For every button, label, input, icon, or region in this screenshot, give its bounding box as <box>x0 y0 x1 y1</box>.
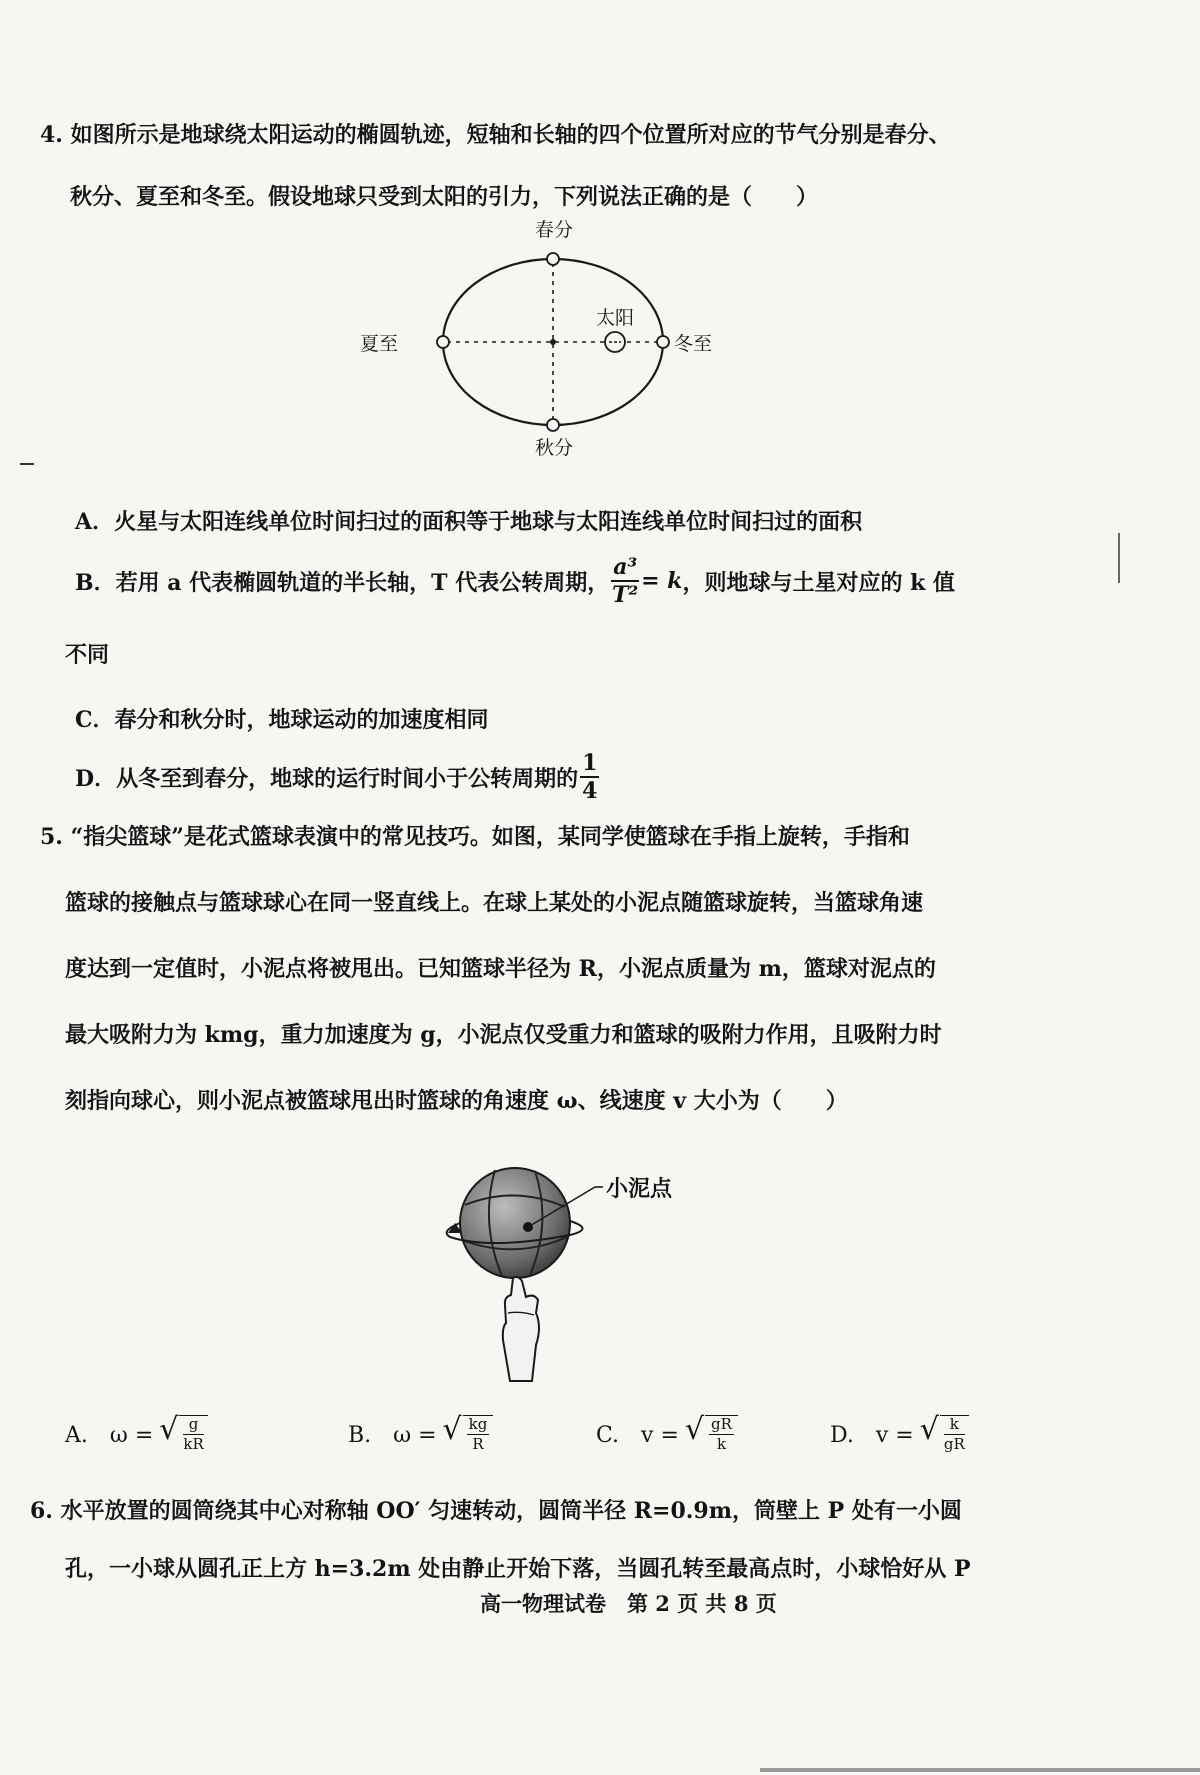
q4-option-b-text: B．若用 a 代表椭圆轨道的半长轴，T 代表公转周期， <box>75 569 610 596</box>
hand-finger <box>503 1277 539 1381</box>
quarter-denominator: 4 <box>582 778 598 804</box>
q5-option-a-sqrt: √ $\frac{g}{kR}$ <box>159 1415 208 1452</box>
q4-option-a: A．火星与太阳连线单位时间扫过的面积等于地球与太阳连线单位时间扫过的面积 <box>75 509 863 535</box>
q5-option-b-den: R <box>472 1435 484 1453</box>
q5-option-b <box>348 1412 493 1453</box>
earth-position-winter <box>657 336 669 348</box>
q4-option-b-tail: ，则地球与土星对应的 k 值 <box>682 569 955 596</box>
scan-edge-bottom <box>760 1768 1200 1772</box>
q5-stem-line4: 最大吸附力为 kmg，重力加速度为 g，小泥点仅受重力和篮球的吸附力作用，且吸附力时 <box>65 1022 942 1048</box>
kepler-numerator: a³ <box>613 554 638 580</box>
q5-option-b-sqrt: √ $\frac{kg}{R}$ <box>443 1415 494 1452</box>
q5-option-c <box>596 1412 738 1453</box>
orbit-diagram <box>390 225 720 460</box>
q5-option-d-den: gR <box>943 1435 965 1453</box>
q5-stem-line2: 篮球的接触点与篮球球心在同一竖直线上。在球上某处的小泥点随篮球旋转，当篮球角速 <box>65 890 924 916</box>
q4-stem-line2: 秋分、夏至和冬至。假设地球只受到太阳的引力，下列说法正确的是（ ） <box>70 184 819 210</box>
q4-option-c: C．春分和秋分时，地球运动的加速度相同 <box>75 707 489 733</box>
label-winter-solstice: 冬至 <box>674 333 713 355</box>
q5-option-a-label: A. ω = <box>65 1423 154 1448</box>
q4-option-d <box>75 752 601 802</box>
earth-position-spring <box>547 253 559 265</box>
q5-option-b-label: B. ω = <box>348 1423 437 1448</box>
label-spring-equinox: 春分 <box>535 219 574 241</box>
page-footer: 高一物理试卷 第 2 页 共 8 页 <box>480 1591 777 1616</box>
q5-option-d-num: k <box>944 1417 965 1435</box>
q5-option-c-label: C. v = <box>596 1423 679 1448</box>
q4-option-d-text: D．从冬至到春分，地球的运行时间小于公转周期的 <box>75 765 579 792</box>
kepler-equals-k: = k <box>641 568 683 594</box>
q5-option-c-den: k <box>716 1435 727 1453</box>
label-summer-solstice: 夏至 <box>360 333 399 355</box>
q5-option-a-num: g <box>183 1417 203 1435</box>
label-mud-spot: 小泥点 <box>606 1176 673 1202</box>
label-autumn-equinox: 秋分 <box>535 437 574 459</box>
kepler-denominator: T² <box>612 582 639 608</box>
quarter-numerator: 1 <box>582 750 598 776</box>
q5-option-d-sqrt: √ $\frac{k}{gR}$ <box>920 1415 969 1452</box>
scan-mark-left <box>20 463 34 465</box>
basketball <box>460 1168 570 1278</box>
q4-stem-line1: 4. 如图所示是地球绕太阳运动的椭圆轨迹，短轴和长轴的四个位置所对应的节气分别是春分、 <box>40 122 951 148</box>
q6-stem-line2: 孔，一小球从圆孔正上方 h=3.2m 处由静止开始下落，当圆孔转至最高点时，小球恰好从 P <box>65 1556 971 1582</box>
q5-option-a <box>65 1412 208 1453</box>
kepler-fraction <box>611 556 639 606</box>
earth-position-summer <box>437 336 449 348</box>
quarter-fraction <box>580 752 599 802</box>
q5-option-d-label: D. v = <box>830 1423 914 1448</box>
label-sun: 太阳 <box>596 307 635 329</box>
q4-option-b <box>75 556 955 606</box>
q4-option-b-line2: 不同 <box>65 642 110 668</box>
earth-position-autumn <box>547 419 559 431</box>
basketball-figure <box>410 1145 710 1390</box>
q5-stem-line5: 刻指向球心，则小泥点被篮球甩出时篮球的角速度 ω、线速度 v 大小为（ ） <box>65 1088 848 1114</box>
q6-stem-line1: 6. 水平放置的圆筒绕其中心对称轴 OO′ 匀速转动，圆筒半径 R=0.9m，筒壁上 P 处有一小圆 <box>30 1498 962 1524</box>
q5-option-c-sqrt: √ $\frac{gR}{k}$ <box>685 1415 738 1452</box>
q5-option-d <box>830 1412 969 1453</box>
q5-option-c-num: gR <box>711 1415 732 1433</box>
orbit-center-dot <box>550 339 556 345</box>
q5-stem-line3: 度达到一定值时，小泥点将被甩出。已知篮球半径为 R，小泥点质量为 m，篮球对泥点的 <box>65 956 936 982</box>
q5-option-b-num: kg <box>468 1415 488 1433</box>
scan-mark-right <box>1118 533 1120 583</box>
q5-stem-line1: 5. “指尖篮球”是花式篮球表演中的常见技巧。如图，某同学使篮球在手指上旋转，手指和 <box>40 824 910 850</box>
q5-option-a-den: kR <box>183 1435 204 1453</box>
orbit-figure <box>360 219 720 460</box>
